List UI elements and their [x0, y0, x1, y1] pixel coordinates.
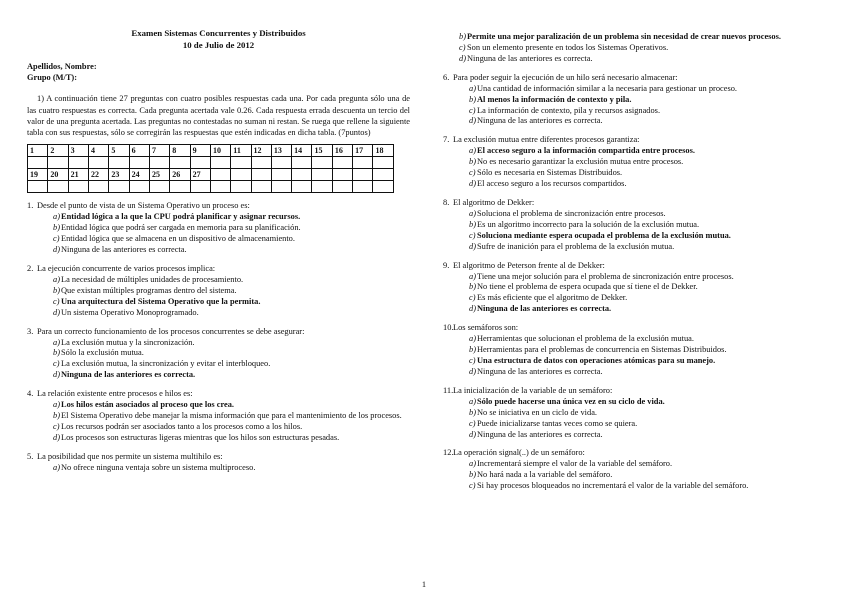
- answer-cell[interactable]: [149, 181, 169, 193]
- option-text: No ofrece ninguna ventaja sobre un sistema multiproceso.: [61, 462, 256, 472]
- grid-number-cell: [312, 169, 332, 181]
- question-number: 8.: [443, 197, 450, 207]
- answer-option: [453, 272, 826, 283]
- question-text: La relación existente entre procesos e hilos es:: [37, 389, 193, 399]
- option-letter: a): [469, 396, 476, 406]
- grid-number-cell: 7: [149, 145, 169, 157]
- option-text: Los hilos están asociados al proceso que los crea.: [61, 400, 235, 410]
- grid-number-cell: [231, 169, 251, 181]
- grid-number-cell: 22: [88, 169, 108, 181]
- grid-number-cell: 23: [109, 169, 129, 181]
- grid-number-cell: 8: [170, 145, 190, 157]
- title-line2: 10 de Julio de 2012: [182, 39, 255, 50]
- grid-number-cell: 10: [210, 145, 230, 157]
- option-letter: d): [53, 245, 60, 255]
- answer-cell[interactable]: [149, 157, 169, 169]
- answer-option: [453, 430, 826, 441]
- option-text: Sólo es necesaria en Sistemas Distribuidos.: [477, 168, 623, 178]
- options-list: [37, 400, 410, 444]
- question-text: La posibilidad que nos permite un sistema multihilo es:: [37, 451, 223, 461]
- option-letter: c): [53, 234, 60, 244]
- answer-option: [37, 297, 410, 308]
- answer-cell[interactable]: [231, 181, 251, 193]
- grid-number-cell: 27: [190, 169, 210, 181]
- answer-option: [37, 400, 410, 411]
- answer-option: [37, 212, 410, 223]
- option-text: Es más eficiente que el algoritmo de Dekker.: [477, 293, 628, 303]
- option-letter: c): [469, 105, 476, 115]
- option-text: No tiene el problema de espera ocupada que sí tiene el de Dekker.: [477, 282, 698, 292]
- question-text: La inicialización de la variable de un semáforo:: [453, 385, 613, 395]
- question-text: La exclusión mutua entre diferentes procesos garantiza:: [453, 135, 640, 145]
- option-text: Permite una mejor paralización de un problema sin necesidad de crear nuevos procesos.: [467, 32, 781, 41]
- answer-option: [453, 334, 826, 345]
- answer-option: [37, 245, 410, 256]
- answer-option: [453, 116, 826, 127]
- grid-number-cell: 25: [149, 169, 169, 181]
- question-number: 1.: [27, 201, 34, 211]
- question-item: [27, 264, 410, 319]
- option-letter: b): [459, 32, 466, 41]
- grid-number-row: [28, 169, 394, 181]
- grid-number-cell: 5: [109, 145, 129, 157]
- option-letter: a): [469, 146, 476, 156]
- option-text: Sufre de inanición para el problema de la exclusión mutua.: [477, 241, 675, 251]
- answer-option: [453, 293, 826, 304]
- option-letter: c): [469, 293, 476, 303]
- option-letter: d): [469, 429, 476, 439]
- option-text: Ninguna de las anteriores es correcta.: [477, 304, 612, 314]
- answer-cell[interactable]: [129, 181, 149, 193]
- option-text: Los recursos podrán ser asociados tanto a los procesos como a los hilos.: [61, 422, 303, 431]
- option-text: No es necesario garantizar la exclusión mutua entre procesos.: [477, 157, 684, 167]
- option-letter: c): [469, 481, 476, 491]
- question-item: [27, 389, 410, 444]
- answer-cell[interactable]: [190, 181, 210, 193]
- grid-number-cell: [332, 169, 352, 181]
- option-letter: a): [469, 271, 476, 281]
- grid-number-cell: 11: [231, 145, 251, 157]
- option-letter: a): [53, 212, 60, 222]
- answer-cell[interactable]: [170, 157, 190, 169]
- option-text: Son un elemento presente en todos los Sistemas Operativos.: [467, 42, 669, 52]
- grid-number-cell: 9: [190, 145, 210, 157]
- option-text: El acceso seguro a la información compartida entre procesos.: [477, 146, 695, 156]
- option-letter: d): [469, 179, 476, 189]
- option-text: La necesidad de múltiples unidades de procesamiento.: [61, 274, 244, 284]
- option-letter: c): [469, 168, 476, 178]
- option-letter: b): [53, 285, 60, 295]
- option-letter: a): [469, 83, 476, 93]
- question-item: [27, 327, 410, 382]
- answer-cell[interactable]: [210, 181, 230, 193]
- answer-cell[interactable]: [373, 157, 394, 169]
- question-text: El algoritmo de Peterson frente al de Dekker:: [453, 260, 605, 270]
- grid-number-cell: [251, 169, 271, 181]
- option-letter: b): [53, 223, 60, 233]
- answer-cell[interactable]: [48, 157, 68, 169]
- answer-cell[interactable]: [292, 181, 312, 193]
- option-text: Al menos la información de contexto y pila.: [477, 94, 632, 104]
- question-number: 7.: [443, 135, 450, 145]
- grid-number-cell: [353, 169, 373, 181]
- answer-option: [37, 359, 410, 370]
- answer-option: [453, 397, 826, 408]
- option-text: No hará nada a la variable del semáforo.: [477, 470, 613, 480]
- answer-cell[interactable]: [129, 157, 149, 169]
- option-text: Tiene una mejor solución para el problema de sincronización entre procesos.: [477, 271, 734, 281]
- answer-cell[interactable]: [48, 181, 68, 193]
- answer-option: [453, 146, 826, 157]
- answer-cell[interactable]: [251, 157, 271, 169]
- grid-number-cell: 3: [68, 145, 88, 157]
- group-label: Grupo (M/T):: [27, 73, 78, 83]
- question-item: [443, 448, 826, 492]
- answer-cell[interactable]: [353, 157, 373, 169]
- option-text: La exclusión mutua, la sincronización y evitar el interbloqueo.: [61, 359, 271, 369]
- grid-number-cell: 2: [48, 145, 68, 157]
- answer-option: [453, 345, 826, 356]
- option-letter: b): [53, 411, 60, 421]
- answer-option: [453, 242, 826, 253]
- question-item: [443, 198, 826, 253]
- option-text: Incrementará siempre el valor de la variable del semáforo.: [477, 459, 673, 469]
- option-text: Ninguna de las anteriores es correcta.: [61, 245, 187, 255]
- title-line1: Examen Sistemas Concurrentes y Distribuidos: [131, 28, 306, 38]
- question-text: Desde el punto de vista de un Sistema Operativo un proceso es:: [37, 201, 250, 211]
- option-text: Soluciona el problema de sincronización entre procesos.: [477, 208, 666, 218]
- grid-number-cell: 18: [373, 145, 394, 157]
- options-list: [453, 209, 826, 253]
- grid-number-cell: 19: [28, 169, 48, 181]
- grid-number-cell: 21: [68, 169, 88, 181]
- grid-number-cell: 15: [312, 145, 332, 157]
- answer-cell[interactable]: [312, 181, 332, 193]
- options-list: [37, 463, 410, 474]
- answer-cell[interactable]: [170, 181, 190, 193]
- option-letter: c): [469, 355, 476, 365]
- option-letter: b): [469, 282, 476, 292]
- answer-option: [443, 54, 826, 65]
- answer-option: [453, 470, 826, 481]
- option-letter: d): [469, 241, 476, 251]
- answer-option: [453, 481, 826, 492]
- option-letter: a): [469, 334, 476, 344]
- answer-option: [453, 282, 826, 293]
- answer-cell[interactable]: [68, 181, 88, 193]
- grid-number-cell: 20: [48, 169, 68, 181]
- answer-cell[interactable]: [332, 157, 352, 169]
- answer-option: [453, 95, 826, 106]
- question-item: [27, 452, 410, 474]
- question-text: El algoritmo de Dekker:: [453, 197, 535, 207]
- option-letter: d): [53, 307, 60, 317]
- option-text: Ninguna de las anteriores es correcta.: [61, 370, 196, 380]
- question-number: 9.: [443, 260, 450, 270]
- option-text: Si hay procesos bloqueados no incrementará el valor de la variable del semáforo.: [477, 481, 749, 491]
- option-letter: a): [469, 208, 476, 218]
- grid-number-cell: [373, 169, 394, 181]
- answer-option: [443, 43, 826, 54]
- option-text: No se iniciativa en un ciclo de vida.: [477, 407, 598, 417]
- grid-number-cell: 26: [170, 169, 190, 181]
- question-text: Para un correcto funcionamiento de los procesos concurrentes se debe asegurar:: [37, 326, 305, 336]
- question-number: 10.: [443, 323, 454, 333]
- option-text: Sólo puede hacerse una única vez en su ciclo de vida.: [477, 396, 665, 406]
- option-letter: a): [53, 400, 60, 410]
- answer-option: [453, 419, 826, 430]
- grid-number-cell: 1: [28, 145, 48, 157]
- answer-option: [443, 32, 826, 43]
- answer-cell[interactable]: [88, 181, 108, 193]
- grid-answer-row: [28, 181, 394, 193]
- options-list: [37, 212, 410, 256]
- answer-option: [453, 231, 826, 242]
- answer-cell[interactable]: [312, 157, 332, 169]
- option-text: Entidad lógica que se almacena en un dispositivo de almacenamiento.: [61, 234, 295, 244]
- question-text: La operación signal(..) de un semáforo:: [453, 448, 585, 458]
- answer-cell[interactable]: [109, 157, 129, 169]
- option-text: Una estructura de datos con operaciones atómicas para su manejo.: [477, 355, 716, 365]
- option-text: Un sistema Operativo Monoprogramado.: [61, 307, 199, 317]
- option-text: Una arquitectura del Sistema Operativo que la permita.: [61, 296, 261, 306]
- question-item: [27, 201, 410, 256]
- answer-cell[interactable]: [353, 181, 373, 193]
- grid-number-cell: [271, 169, 291, 181]
- answer-option: [37, 308, 410, 319]
- grid-number-cell: 24: [129, 169, 149, 181]
- option-letter: b): [469, 345, 476, 355]
- option-letter: b): [469, 157, 476, 167]
- grid-number-cell: 4: [88, 145, 108, 157]
- answer-cell[interactable]: [373, 181, 394, 193]
- answer-cell[interactable]: [271, 157, 291, 169]
- question-item: [443, 135, 826, 190]
- answer-option: [37, 223, 410, 234]
- grid-number-cell: [292, 169, 312, 181]
- answer-cell[interactable]: [109, 181, 129, 193]
- answer-grid: [27, 144, 394, 193]
- question-number: 2.: [27, 264, 34, 274]
- option-letter: d): [53, 432, 60, 442]
- options-list: [37, 275, 410, 319]
- answer-option: [453, 168, 826, 179]
- option-text: Ninguna de las anteriores es correcta.: [477, 429, 603, 439]
- answer-cell[interactable]: [28, 157, 48, 169]
- question-number: 12.: [443, 448, 454, 458]
- option-letter: b): [469, 470, 476, 480]
- answer-option: [453, 408, 826, 419]
- question-list-left: [27, 201, 410, 473]
- option-letter: d): [459, 53, 466, 63]
- question-number: 11.: [443, 385, 454, 395]
- option-letter: b): [53, 348, 60, 358]
- answer-option: [37, 370, 410, 381]
- option-letter: b): [469, 407, 476, 417]
- option-letter: a): [469, 459, 476, 469]
- question-number: 4.: [27, 389, 34, 399]
- question-item: [443, 323, 826, 378]
- answer-option: [453, 367, 826, 378]
- option-text: La exclusión mutua y la sincronización.: [61, 337, 195, 347]
- option-text: Ninguna de las anteriores es correcta.: [467, 53, 593, 63]
- answer-option: [37, 234, 410, 245]
- answer-option: [453, 209, 826, 220]
- student-fields: [27, 61, 410, 83]
- option-text: Ninguna de las anteriores es correcta.: [477, 116, 603, 126]
- option-text: Herramientas para el problemas de concurrencia en Sistemas Distribuidos.: [477, 345, 727, 355]
- options-list: [453, 397, 826, 441]
- answer-option: [453, 220, 826, 231]
- question-item: [443, 386, 826, 441]
- answer-cell[interactable]: [28, 181, 48, 193]
- answer-option: [37, 411, 410, 422]
- answer-option: [37, 422, 410, 433]
- answer-option: [37, 348, 410, 359]
- page-number: 1: [421, 580, 427, 589]
- option-text: Puede inicializarse tantas veces como se quiera.: [477, 418, 638, 428]
- option-text: Los procesos son estructuras ligeras mientras que los hilos son estructuras pesadas.: [61, 432, 340, 442]
- option-letter: b): [469, 219, 476, 229]
- grid-answer-row: [28, 157, 394, 169]
- answer-cell[interactable]: [251, 181, 271, 193]
- option-letter: d): [53, 370, 60, 380]
- option-letter: c): [469, 418, 476, 428]
- answer-cell[interactable]: [271, 181, 291, 193]
- grid-number-cell: 13: [271, 145, 291, 157]
- option-letter: d): [469, 116, 476, 126]
- option-text: El acceso seguro a los recursos compartidos.: [477, 179, 627, 189]
- answer-option: [37, 463, 410, 474]
- answer-cell[interactable]: [292, 157, 312, 169]
- option-text: Soluciona mediante espera ocupada el problema de la exclusión mutua.: [477, 230, 731, 240]
- option-text: Entidad lógica a la que la CPU podrá planificar y asignar recursos.: [61, 212, 301, 222]
- option-text: Es un algoritmo incorrecto para la solución de la exclusión mutua.: [477, 219, 700, 229]
- option-text: La información de contexto, pila y recursos asignados.: [477, 105, 661, 115]
- option-letter: c): [53, 296, 60, 306]
- answer-option: [37, 275, 410, 286]
- name-label: Apellidos, Nombre:: [27, 62, 97, 72]
- option-letter: a): [53, 462, 60, 472]
- option-text: Entidad lógica que podrá ser cargada en memoria para su planificación.: [61, 223, 301, 233]
- option-text: El Sistema Operativo debe manejar la misma información que para el mantenimiento de los procesos.: [61, 411, 402, 421]
- options-list: [453, 146, 826, 190]
- option-letter: c): [469, 230, 476, 240]
- grid-number-cell: 12: [251, 145, 271, 157]
- question-number: 3.: [27, 326, 34, 336]
- question-item: [443, 261, 826, 316]
- grid-number-cell: 6: [129, 145, 149, 157]
- option-text: Ninguna de las anteriores es correcta.: [477, 366, 603, 376]
- answer-option: [37, 433, 410, 444]
- question-text: Para poder seguir la ejecución de un hilo será necesario almacenar:: [453, 72, 678, 82]
- instructions: 1) A continuación tiene 27 preguntas con cuatro posibles respuestas cada una. Por cada pregunta sólo una de las cuatro respuestas es correcta. Cada pregunta acertada vale 0.26. Cada respuesta errada descuenta un tercio del valor de una pregunta acertada. Las preguntas no contestadas no suman ni restan. Se ruega que rellene la siguiente tabla con sus respuestas, sólo se corregirán las respuestas que estén indicadas en dicha tabla. (7puntos): [27, 94, 410, 138]
- right-column: [443, 0, 826, 492]
- option-letter: d): [469, 366, 476, 376]
- options-list: [453, 84, 826, 128]
- question-text: La ejecución concurrente de varios procesos implica:: [37, 264, 216, 274]
- answer-cell[interactable]: [210, 157, 230, 169]
- grid-number-cell: 17: [353, 145, 373, 157]
- answer-option: [37, 286, 410, 297]
- grid-number-cell: 16: [332, 145, 352, 157]
- answer-cell[interactable]: [332, 181, 352, 193]
- answer-option: [37, 338, 410, 349]
- option-letter: d): [469, 304, 476, 314]
- option-letter: b): [469, 94, 476, 104]
- option-letter: c): [459, 42, 466, 52]
- answer-option: [453, 84, 826, 95]
- option-letter: c): [53, 359, 60, 369]
- question5-continued: [443, 32, 826, 65]
- exam-title: [27, 28, 410, 51]
- answer-option: [453, 459, 826, 470]
- left-column: [27, 0, 410, 474]
- grid-number-cell: 14: [292, 145, 312, 157]
- answer-option: [453, 356, 826, 367]
- options-list: [453, 272, 826, 316]
- answer-option: [453, 304, 826, 315]
- answer-option: [453, 157, 826, 168]
- option-text: Una cantidad de información similar a la necesaria para gestionar un proceso.: [477, 83, 737, 93]
- question-text: Los semáforos son:: [453, 323, 519, 333]
- answer-cell[interactable]: [88, 157, 108, 169]
- options-list: [453, 334, 826, 378]
- question-number: 5.: [27, 451, 34, 461]
- answer-cell[interactable]: [231, 157, 251, 169]
- option-letter: c): [53, 422, 60, 431]
- grid-number-row: [28, 145, 394, 157]
- option-text: Sólo la exclusión mutua.: [61, 348, 144, 358]
- answer-cell[interactable]: [68, 157, 88, 169]
- option-letter: a): [53, 274, 60, 284]
- question-list-right: [443, 73, 826, 492]
- answer-option: [453, 106, 826, 117]
- question-item: [443, 73, 826, 128]
- option-text: Que existan múltiples programas dentro del sistema.: [61, 285, 237, 295]
- question-number: 6.: [443, 72, 450, 82]
- option-text: Herramientas que solucionan el problema de la exclusión mutua.: [477, 334, 694, 344]
- options-list: [37, 338, 410, 382]
- option-letter: a): [53, 337, 60, 347]
- answer-cell[interactable]: [190, 157, 210, 169]
- grid-number-cell: [210, 169, 230, 181]
- answer-option: [453, 179, 826, 190]
- options-list: [453, 459, 826, 492]
